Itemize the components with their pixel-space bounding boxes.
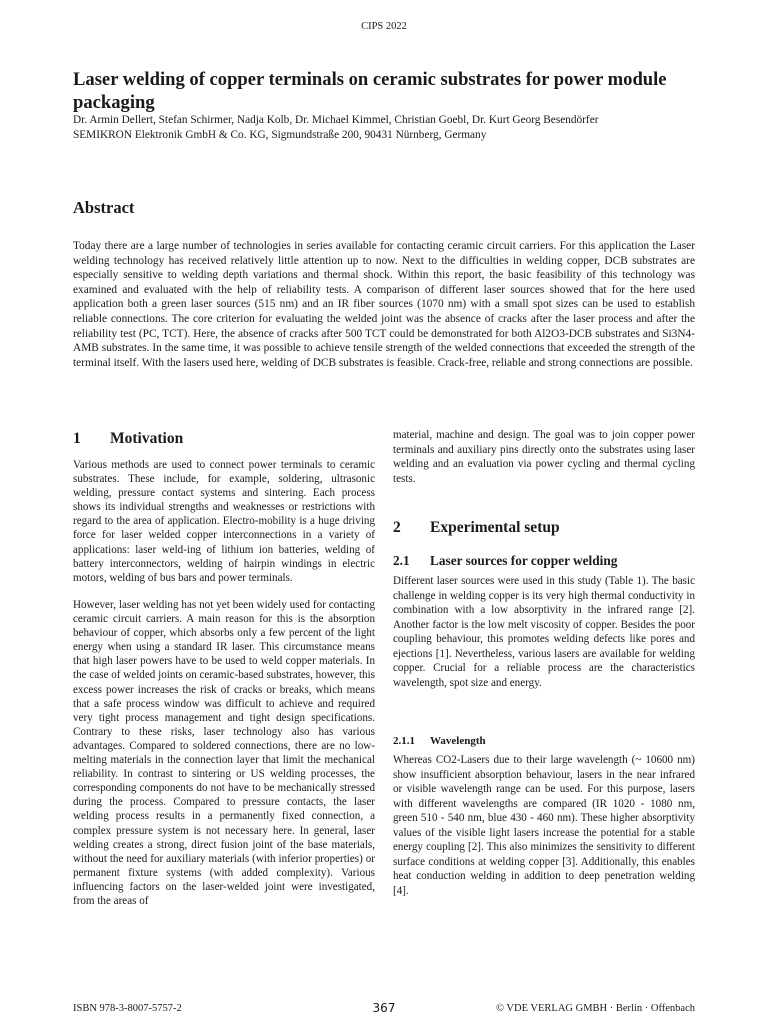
section-number: 1 xyxy=(73,430,81,447)
subsubsection-title: Wavelength xyxy=(430,735,486,747)
motivation-paragraph-1: Various methods are used to connect power terminals to ceramic substrates. These include, for example, soldering, ultrasonic welding, pressure contact systems and sintering. Each process shows its individual strengths and weaknesses or restrictions with regard to the area of application. Electro-mobility is a huge driving force for laser welded copper interconnections in a variety of applications: laser weld-ing of lithium ion batteries, welding of battery interconnectors, welding of hairpin windings in electric motors, welding of bus bars and power terminals. xyxy=(73,459,375,584)
motivation-continuation: material, machine and design. The goal was to join copper power terminals and auxiliary pins directly onto the substrates using laser welding and an evaluation via power cycling and thermal cycling tests. xyxy=(393,429,695,485)
abstract-heading: Abstract xyxy=(73,198,135,217)
affiliation: SEMIKRON Elektronik GmbH & Co. KG, Sigmundstraße 200, 90431 Nürnberg, Germany xyxy=(73,129,487,141)
motivation-paragraph-2: However, laser welding has not yet been widely used for contacting ceramic circuit carriers. A main reason for this is the absorption behaviour of copper, which absorbs only a few percent of the light energy when using a standard IR laser. This circumstance means that high laser powers have to be used to weld copper materials. In the case of welded joints on ceramic-based substrates, however, this excess power increases the risk of cracks or breaks, which means that a safe process window was difficult to achieve and required very tight process management and tight design specifications. Contrary to these risks, laser technology also has various advantages. Compared to soldered connections, there are no low-melting materials in the connection layer that limit the mechanical reliability. In contrast to sintering or US welding processes, the corresponding components do not have to be mechanically stressed during the process. Compared to pressure contacts, the laser welding process results in a permanently fixed connection, a complex pressure system is not necessary here. In general, laser welding creates a strong, direct fusion joint of the base materials, without the need for auxiliary materials (with inferior properties) or permanent fixture systems (with added complexity). Various influencing factors on the laser-welded joint were investigated, from the areas of xyxy=(73,599,375,907)
subsection-title: Laser sources for copper welding xyxy=(430,553,618,568)
subsection-number: 2.1 xyxy=(393,553,410,568)
author-block xyxy=(73,113,713,143)
isbn: ISBN 978-3-8007-5757-2 xyxy=(73,1003,182,1014)
wavelength-paragraph: Whereas CO2-Lasers due to their large wavelength (~ 10600 nm) show insufficient absorption behaviour, lasers in the near infrared or visible wavelength range can be used. For this purpose, lasers with different wavelengths are compared (IR 1020 - 1080 nm, green 510 - 540 nm, blue 430 - 460 nm). These higher absorptivity values of the visible light lasers increase the potential for a stable energy coupling [2]. This also minimizes the sensitivity to different surface conditions at welding copper [3]. Additionally, this enables heat conduction welding in addition to deep penetration welding [4]. xyxy=(393,754,695,897)
publisher: © VDE VERLAG GMBH · Berlin · Offenbach xyxy=(496,1003,695,1014)
section-title: Experimental setup xyxy=(430,519,560,536)
subsubsection-number: 2.1.1 xyxy=(393,735,415,747)
author-list: Dr. Armin Dellert, Stefan Schirmer, Nadja Kolb, Dr. Michael Kimmel, Christian Goebl, Dr. Kurt Georg Besendörfer xyxy=(73,114,599,126)
section-title: Motivation xyxy=(110,430,184,447)
subsubsection-heading-wavelength xyxy=(393,735,486,747)
page-number: 367 xyxy=(372,1001,396,1015)
section-number: 2 xyxy=(393,519,401,536)
paper-title: Laser welding of copper terminals on ceramic substrates for power module packaging xyxy=(73,69,667,113)
subsection-heading-laser-sources xyxy=(393,553,617,569)
conference-header: CIPS 2022 xyxy=(361,21,407,32)
section-heading-experimental-setup xyxy=(393,519,560,537)
section-heading-motivation xyxy=(73,430,183,448)
laser-sources-paragraph: Different laser sources were used in this study (Table 1). The basic challenge in welding copper is its very high thermal conductivity in combination with a low absorptivity in the infrared range [2]. Another factor is the low melt viscosity of copper. Besides the poor coupling behaviour, this promotes welding defects like pores and ejections [1]. Nevertheless, various lasers are available for welding copper. Crucial for a reliable process are the characteristics wavelength, spot size and energy. xyxy=(393,575,695,689)
abstract-text: Today there are a large number of technologies in series available for contacting ceramic circuit carriers. For this application the Laser welding technology has received relatively little attention up to now. Next to the difficulties in welding copper, DCB substrates are especially sensitive to welding depth variations and thermal shock. Within this report, the basic feasibility of this technology was examined and evaluated with the help of reliability tests. A comparison of different laser sources showed that for the here used application both a green laser sources (515 nm) and an IR fiber sources (1070 nm) with a small spot sizes can be used to establish reliable connections. The core criterion for evaluating the welded joint was the absence of cracks after the laser process and after the reliability test (PC, TCT). Here, the absence of cracks after 500 TCT could be demonstrated for both Al2O3-DCB substrates and Si3N4-AMB substrates. In the same time, it was possible to achieve tensile strength of the welded connections that exceeded the strength of the terminal itself. With the lasers used here, welding of DCB substrates is feasible. Crack-free, reliable and strong connections are possible. xyxy=(73,240,695,369)
